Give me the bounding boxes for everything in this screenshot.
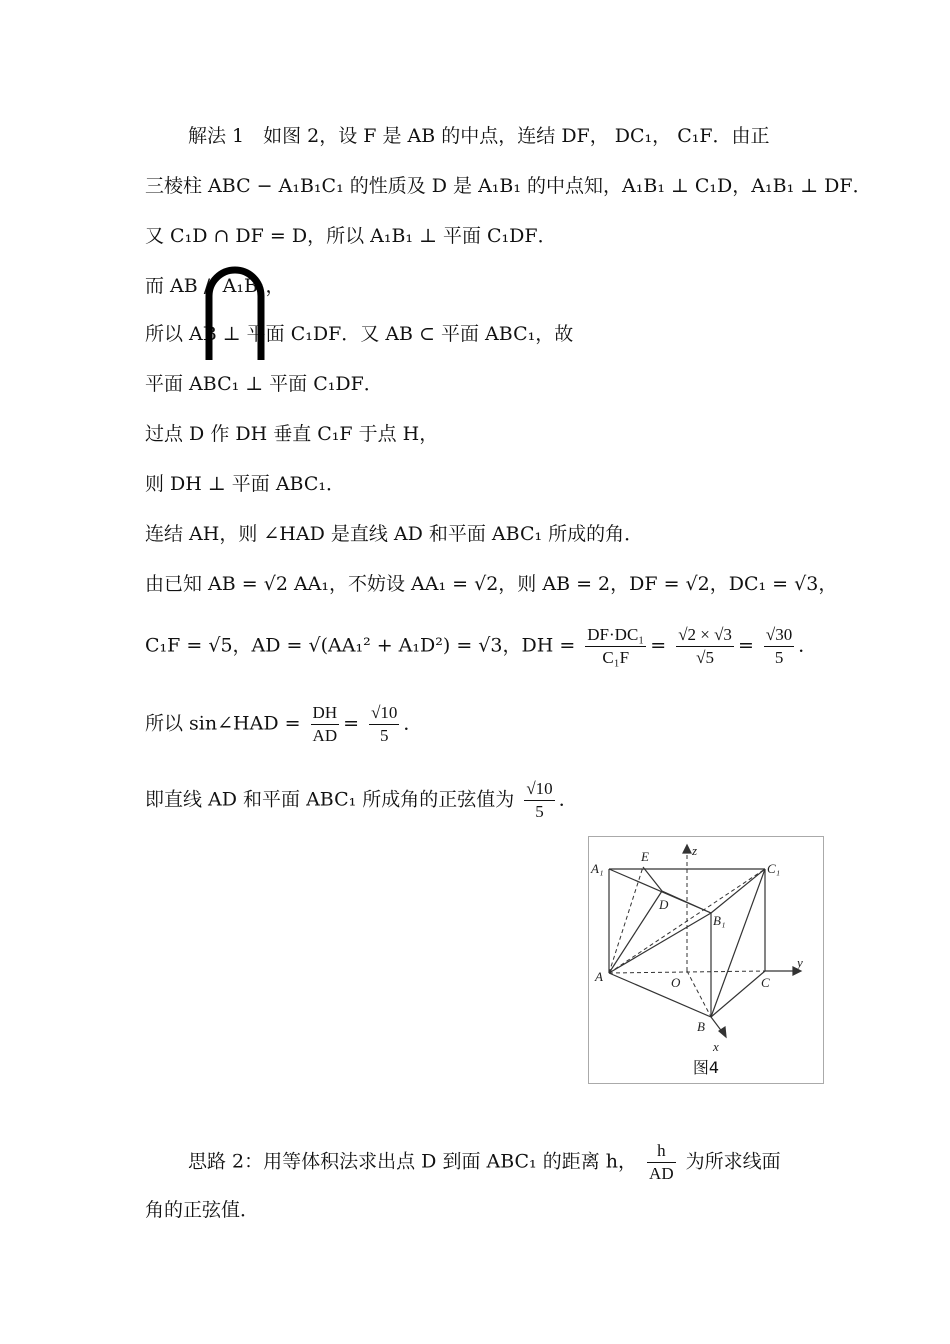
dh-num: DF·DC₁: [585, 624, 646, 647]
dh-den: C₁F: [602, 648, 630, 667]
label-x: x: [713, 1039, 719, 1054]
ink-arch-mark: [203, 266, 267, 362]
line-4: 而 AB // A₁B₁，: [145, 275, 285, 297]
sin-den: AD: [312, 726, 338, 745]
line-9: 连结 AH，则 ∠HAD 是直线 AD 和平面 ABC₁ 所成的角．: [145, 523, 644, 545]
label-a1: A₁: [591, 861, 604, 876]
line-12-text: 所以 sin∠HAD =: [145, 712, 307, 735]
dh-eq2-den: 5: [774, 648, 784, 667]
line-11: C₁F = √5，AD = √(AA₁² + A₁D²) = √3，DH = $\frac{\text{DF·DC₁}}{\text{C₁F}}$ = $\frac{√2 \times √3}{√5}$ = $\frac{√30}{5}$ ．: [145, 625, 818, 667]
label-e: E: [641, 849, 649, 864]
sin-fraction: [311, 702, 340, 747]
label-y: y: [797, 955, 803, 970]
label-z: z: [692, 843, 698, 858]
label-b: B: [697, 1019, 705, 1034]
line-7: 过点 D 作 DH 垂直 C₁F 于点 H，: [145, 423, 439, 445]
line-13: 即直线 AD 和平面 ABC₁ 所成角的正弦值为 $\frac{√10}{5}$ ．: [145, 779, 578, 821]
line-3: 又 C₁D ∩ DF = D，所以 A₁B₁ ⊥ 平面 C₁DF．: [145, 225, 557, 247]
sin-val-den: 5: [380, 726, 389, 745]
method2-num: h: [647, 1140, 676, 1163]
prism-figure: [588, 836, 824, 1084]
line-14-text: 思路 2：用等体积法求出点 D 到面 ABC₁ 的距离 h，: [188, 1150, 637, 1173]
label-a: A: [595, 969, 603, 984]
line-5: 所以 AB ⊥ 平面 C₁DF．又 AB ⊂ 平面 ABC₁，故: [145, 323, 574, 345]
line-15: 角的正弦值．: [145, 1199, 260, 1221]
answer-den: 5: [535, 802, 544, 821]
label-o: O: [671, 975, 681, 990]
figure-caption: 图4: [692, 1058, 720, 1077]
line-14: [188, 1140, 781, 1185]
line-6: 平面 ABC₁ ⊥ 平面 C₁DF．: [145, 373, 383, 395]
method2-fraction: [647, 1140, 676, 1185]
prism-diagram: [589, 837, 823, 1057]
line-12: 所以 sin∠HAD = $\frac{DH}{AD}$ = $\frac{√10}{5}$ ．: [145, 703, 423, 745]
dh-fraction: [585, 624, 646, 669]
sin-num: DH: [311, 702, 340, 725]
label-d: D: [659, 897, 669, 912]
line-13-text: 即直线 AD 和平面 ABC₁ 所成角的正弦值为: [145, 788, 521, 811]
line-1: 解法 1 如图 2，设 F 是 AB 的中点，连结 DF， DC₁， C₁F．由正: [188, 125, 770, 147]
answer-num: √10: [524, 778, 554, 801]
sin-val-num: √10: [369, 702, 399, 725]
dh-eq1-den: √5: [696, 648, 714, 667]
dh-eq2-num: √30: [764, 624, 794, 647]
line-11-text: C₁F = √5，AD = √(AA₁² + A₁D²) = √3，DH =: [145, 634, 582, 657]
dh-eq1-num: √2 × √3: [676, 624, 734, 647]
line-2: 三棱柱 ABC − A₁B₁C₁ 的性质及 D 是 A₁B₁ 的中点知，A₁B₁ ⊥ C₁D，A₁B₁ ⊥ DF．: [145, 175, 872, 197]
sin-val: [369, 702, 399, 747]
label-c: C: [761, 975, 770, 990]
line-8: 则 DH ⊥ 平面 ABC₁．: [145, 473, 346, 495]
line-10: 由已知 AB = √2 AA₁，不妨设 AA₁ = √2，则 AB = 2，DF = √2，DC₁ = √3，: [145, 573, 838, 595]
dh-eq2: [764, 624, 794, 669]
label-b1: B₁: [713, 913, 726, 928]
dh-eq1: [676, 624, 734, 669]
label-c1: C₁: [767, 861, 781, 876]
method2-den: AD: [649, 1164, 674, 1183]
method2-tail: 为所求线面: [679, 1150, 781, 1173]
answer-fraction: [524, 778, 554, 823]
